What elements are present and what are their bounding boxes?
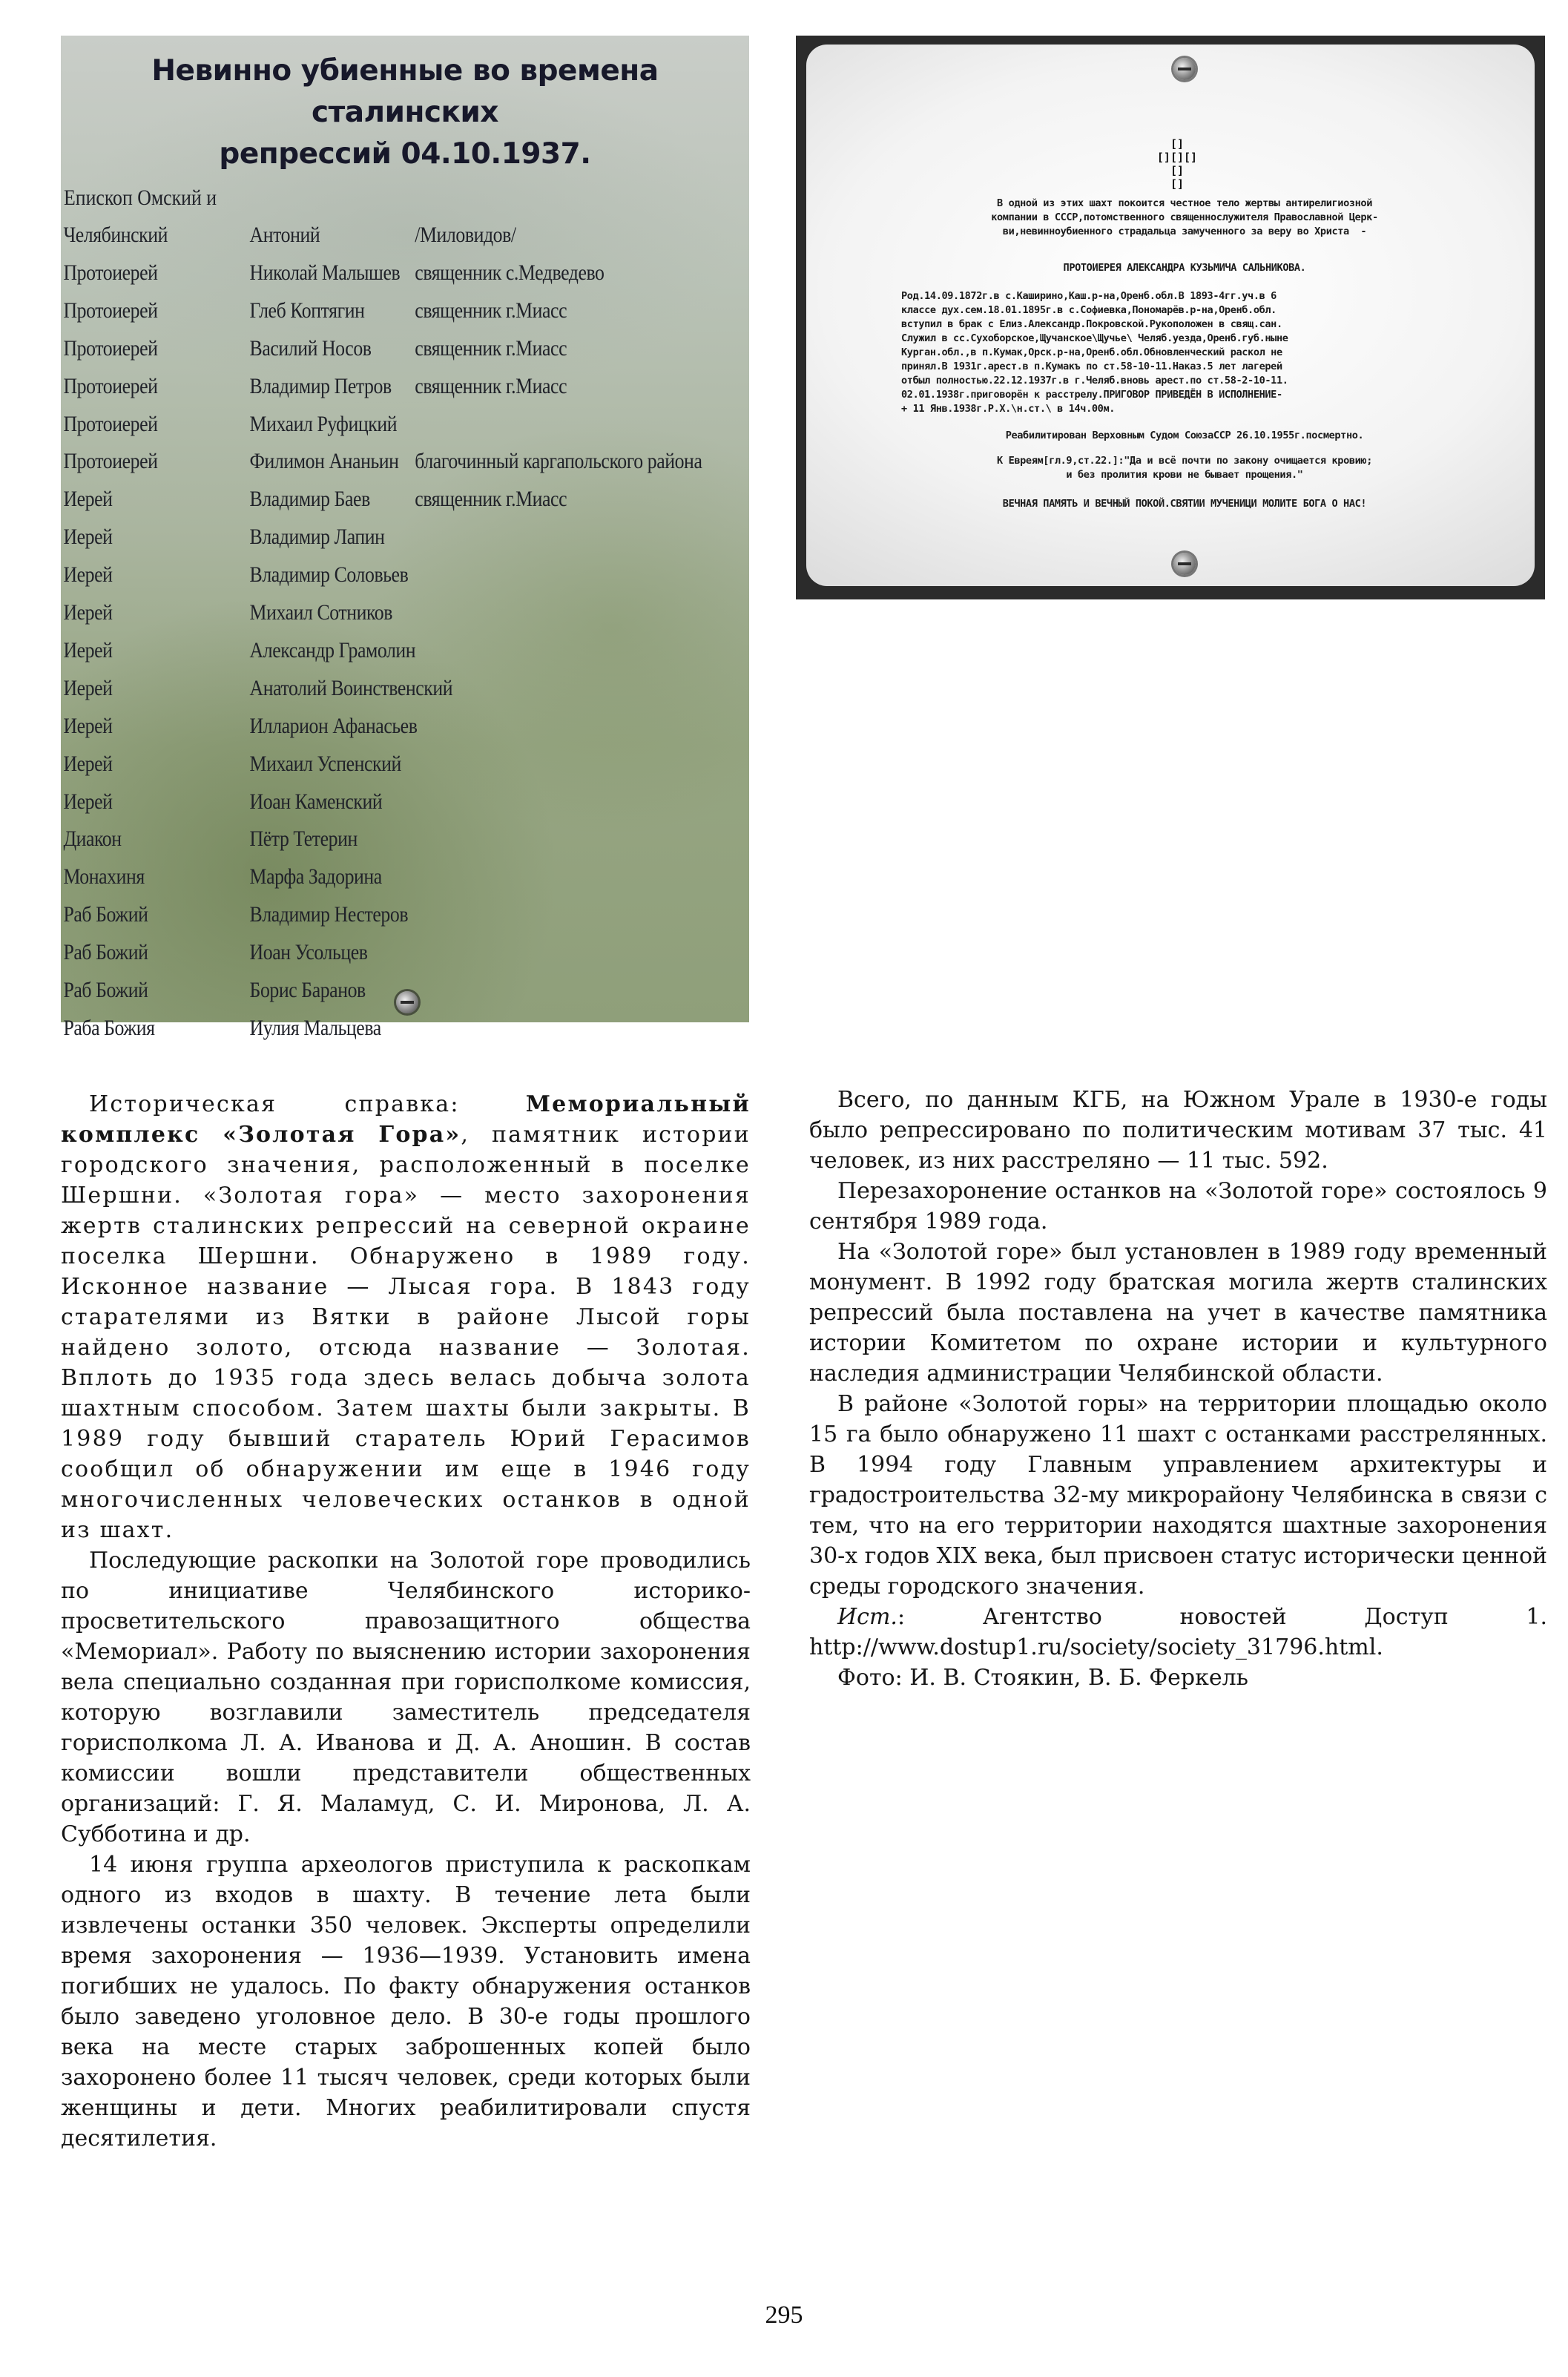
victim-note: священник г.Миасс [415, 335, 567, 361]
victim-row [61, 292, 653, 329]
victim-name: Филимон Ананьин [249, 449, 399, 474]
victim-rank: Иерей [63, 487, 113, 512]
photo-credit: Фото: И. В. Стоякин, В. Б. Феркель [837, 1665, 1248, 1691]
victim-rank: Иерей [63, 675, 113, 700]
victim-name: Иулия Мальцева [249, 1015, 381, 1040]
victim-rank: Протоиерей [63, 373, 158, 398]
victim-rank: Иерей [63, 789, 113, 814]
victim-row [61, 858, 653, 895]
victim-name: Пётр Тетерин [249, 826, 358, 852]
victim-row [61, 481, 653, 518]
victim-note: священник с.Медведево [415, 260, 605, 285]
article-column-right [809, 1085, 1547, 1693]
page-number: 295 [765, 2301, 803, 2329]
victim-row [61, 556, 653, 594]
memorial-plaque-photo-left [61, 36, 749, 1040]
source-note: Ист.: Агентство новостей Доступ 1. http://www.dostup1.ru/society/society_31796.html. [809, 1604, 1547, 1660]
victim-rank: Диакон [63, 826, 122, 852]
plaque-line: 02.01.1938г.приговорён к расстрелу.ПРИГОВОР ПРИВЕДЁН В ИСПОЛНЕНИЕ- [901, 389, 1282, 401]
plaque-line: Курган.обл.,в п.Кумак,Орск.р-на,Оренб.обл.Обновленческий раскол не [901, 346, 1282, 358]
victim-row [61, 443, 702, 480]
victim-rank: Челябинский [63, 223, 168, 247]
plaque-line: компании в СССР,потомственного священнослужителя Православной Церк- [991, 211, 1378, 223]
victim-row [61, 1010, 653, 1047]
plaque-line: + 11 Янв.1938г.Р.Х.\н.ст.\ в 14ч.00м. [901, 403, 1116, 415]
bishop-title-line: Епископ Омский и [64, 185, 217, 210]
plaque-title: Невинно убиенные во времена сталинских репрессий 04.10.1937. [151, 54, 659, 171]
plaque-priest-name: ПРОТОИЕРЕЯ АЛЕКСАНДРА КУЗЬМИЧА САЛЬНИКОВА. [1063, 262, 1306, 274]
victim-name: Глеб Коптягин [249, 297, 365, 323]
article-paragraph: На «Золотой горе» был установлен в 1989 году временный монумент. В 1992 году братская могила жертв сталинских репрессий была поставлена на учет в качестве памятника истории Комитетом по охране истории и культурного наследия администрации Челябинской области. [809, 1239, 1547, 1387]
victim-row [61, 821, 653, 858]
article-paragraph: Всего, по данным КГБ, на Южном Урале в 1930-е годы было репрессировано по политическим мотивам 37 тыс. 41 человек, из них расстреляно — 11 тыс. 592. [809, 1087, 1547, 1174]
victim-name: Иоан Усольцев [249, 940, 368, 965]
victim-note: священник г.Миасс [415, 487, 567, 512]
victim-note: священник г.Миасс [415, 297, 567, 323]
plaque-line: принял.В 1931г.арест.в п.Кумакъ по ст.58-10-11.Наказ.5 лет лагерей [901, 361, 1282, 372]
victim-name: Михаил Руфицкий [249, 411, 398, 436]
victim-name: Иоан Каменский [249, 789, 383, 814]
plaque-closing: ВЕЧНАЯ ПАМЯТЬ И ВЕЧНЫЙ ПОКОЙ.СВЯТИИ МУЧЕНИЦИ МОЛИТЕ БОГА О НАС! [1002, 498, 1367, 510]
victim-name: Илларион Афанасьев [249, 713, 418, 738]
victim-row [61, 594, 653, 631]
victim-row [61, 217, 653, 254]
victim-row [61, 368, 653, 405]
victim-row [61, 330, 653, 367]
plaque-line: ви,невиннoубиенного страдальца замученного за веру во Христа - [1002, 226, 1367, 237]
victim-row [61, 254, 653, 292]
plaque-rehabilitation: Реабилитирован Верховным Судом СоюзаССР 26.10.1955г.посмертно. [1005, 430, 1364, 441]
screw-icon [1173, 553, 1196, 575]
article-paragraph: Перезахоронение останков на «Золотой горе» состоялось 9 сентября 1989 года. [809, 1178, 1547, 1234]
victim-rank: Протоиерей [63, 260, 158, 285]
plaque-line: К Евреям[гл.9,ст.22.]:"Да и всё почти по закону очищается кровию; [997, 455, 1372, 467]
plaque-line: Род.14.09.1872г.в с.Каширино,Каш.р-на,Оренб.обл.В 1893-4гг.уч.в 6 [901, 290, 1277, 302]
victim-name: Анатолий Воинственский [249, 675, 453, 700]
plaque-line: классе дух.сем.18.01.1895г.в с.Софиевка,Пономарёв.р-на,Оренб.обл. [901, 304, 1277, 316]
victim-name: Владимир Соловьев [249, 562, 409, 588]
victim-rank: Иерей [63, 637, 113, 663]
victim-row [61, 896, 653, 933]
victim-rank: Раба Божия [63, 1015, 155, 1040]
victim-name: Михаил Успенский [249, 751, 401, 776]
screw-icon [396, 991, 418, 1013]
article-paragraph: 14 июня группа археологов приступила к раскопкам одного из входов в шахту. В течение лета были извлечены останки 350 человек. Эксперты определили время захоронения — 1936—1939. Установить имена погибших не удалось. По факту обнаружения останков было заведено уголовное дело. В 30-е годы прошлого века на месте старых заброшенных копей было захоронено более 11 тысяч человек, среди которых были женщины и дети. Многих реабилитировали спустя десятилетия. [61, 1852, 751, 2151]
victim-row [61, 783, 653, 821]
victim-name: Владимир Нестеров [249, 902, 409, 927]
plaque-line: В одной из этих шахт покоится честное тело жертвы антирелигиозной [997, 197, 1372, 209]
victim-note: священник г.Миасс [415, 373, 567, 398]
victim-rank: Иерей [63, 751, 113, 776]
article-column-left [61, 1089, 751, 2154]
victim-row [61, 670, 653, 707]
victim-row [61, 746, 653, 783]
victim-row [61, 406, 653, 443]
screw-icon [1173, 58, 1196, 80]
plaque-line: и без пролития крови не бывает прощения." [1066, 469, 1303, 481]
article-paragraph: Историческая справка: Мемориальный комплекс «Золотая Гора», памятник истории городского значения, расположенный в поселке Шершни. «Золотая гора» — место захоронения жертв сталинских репрессий на северной окраине поселка Шершни. Обнаружено в 1989 году. Исконное название — Лысая гора. В 1843 году старателями из Вятки в районе Лысой горы найдено золото, отсюда название — Золотая. Вплоть до 1935 года здесь велась добыча золота шахтным способом. Затем шахты были закрыты. В 1989 году бывший старатель Юрий Герасимов сообщил об обнаружении им еще в 1946 году многочисленных человеческих останков в одной из шахт. [61, 1091, 751, 1543]
article-paragraph: В районе «Золотой горы» на территории площадью около 15 га было обнаружено 11 шахт с останками расстрелянных. В 1994 году Главным управлением архитектуры и градостроительства 32-му микрорайону Челябинска в связи с тем, что на его территории находятся шахтные захоронения 30-х годов XIX века, был присвоен статус исторически ценной среды городского значения. [809, 1391, 1548, 1600]
plaque-intro [873, 197, 1496, 239]
victim-row [61, 632, 653, 669]
plaque-quote [873, 454, 1496, 482]
victim-name: Владимир Лапин [249, 525, 385, 550]
article-paragraph: Последующие раскопки на Золотой горе проводились по инициативе Челябинского историко-просветительского правозащитного общества «Мемориал». Работу по выяснению истории захоронения вела специально созданная при горисполкоме комиссия, которую возглавили заместитель председателя горисполкома Л. А. Иванова и Д. А. Аношин. В состав комиссии вошли представители общественных организаций: Г. Я. Маламуд, С. И. Миронова, Л. А. Субботина и др. [61, 1548, 751, 1847]
victim-note: благочинный каргапольского района [415, 449, 702, 474]
enamel-plate [806, 45, 1535, 586]
victim-rank: Раб Божий [63, 978, 148, 1002]
victim-rank: Протоиерей [63, 449, 158, 474]
victim-name: Михаил Сотников [249, 600, 392, 625]
victim-name: Николай Малышев [249, 260, 401, 285]
victim-rank: Протоиерей [63, 335, 158, 361]
victim-name: Василий Носов [249, 335, 372, 361]
victim-rank: Протоиерей [63, 297, 158, 323]
victim-row [61, 972, 653, 1009]
victim-name: Александр Грамолин [249, 637, 416, 663]
victim-rank: Монахиня [63, 864, 145, 890]
plaque-line: отбыл полностью.22.12.1937г.в г.Челяб.вновь арест.по ст.58-2-10-11. [901, 375, 1288, 387]
memorial-plaque-photo-right [796, 36, 1545, 599]
plaque-biography [901, 289, 1524, 416]
victim-name: Антоний [249, 223, 320, 247]
victim-rank: Иерей [63, 562, 113, 588]
victim-rank: Раб Божий [63, 902, 148, 927]
victim-row [61, 708, 653, 745]
plaque-line: вступил в брак с Елиз.Александр.Покровской.Рукоположен в свящ.сан. [901, 318, 1282, 330]
victim-rank: Иерей [63, 600, 113, 625]
victim-name: Борис Баранов [249, 978, 366, 1002]
victim-rank: Протоиерей [63, 411, 158, 436]
orthodox-cross-icon: [] [][][] [] [] [1156, 137, 1198, 191]
victim-row [61, 519, 653, 556]
victim-rank: Раб Божий [63, 940, 148, 965]
victim-rank: Иерей [63, 713, 113, 738]
victim-row [61, 934, 653, 971]
victim-name: Владимир Баев [249, 487, 370, 512]
victim-name: Владимир Петров [249, 373, 392, 398]
plaque-line: Служил в сс.Сухоборское,Щучанское\Щучье\ Челяб.уезда,Оренб.губ.ныне [901, 332, 1288, 344]
victim-rank: Иерей [63, 525, 113, 550]
victim-name: Марфа Задорина [249, 864, 382, 890]
victim-note: /Миловидов/ [415, 223, 516, 247]
